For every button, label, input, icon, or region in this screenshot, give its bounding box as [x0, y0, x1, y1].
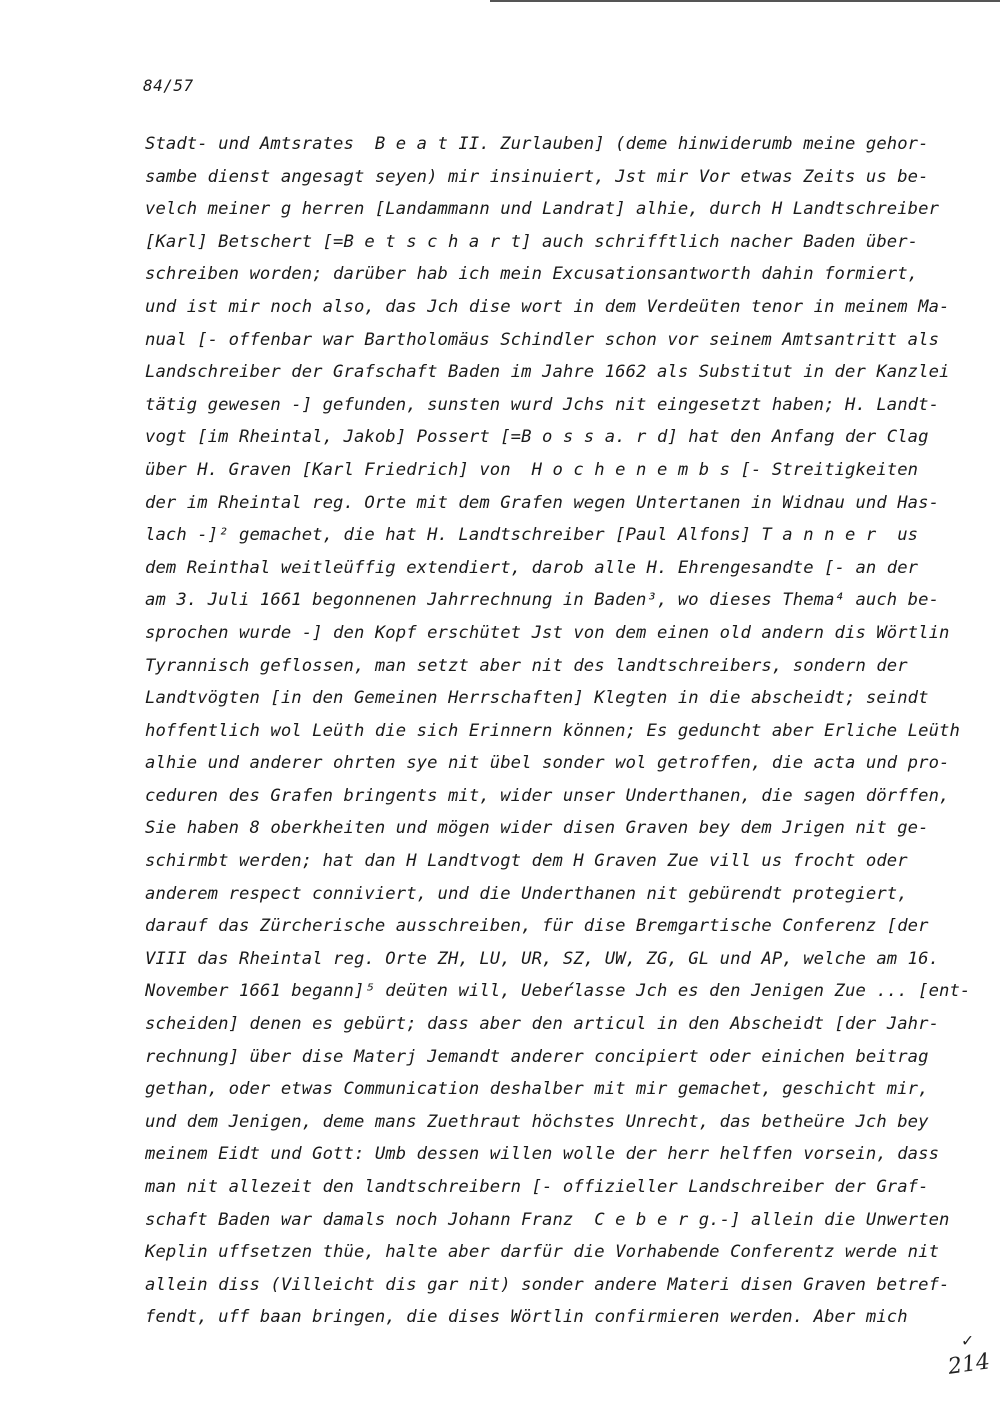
text-line: anderem respect conniviert, und die Underthanen nit gebürendt protegiert,: [145, 883, 908, 904]
text-line: vogt [im Rheintal, Jakob] Possert [=B o s s a. r d] hat den Anfang der Clag: [145, 427, 929, 448]
text-line: Keplin uffsetzen thüe, halte aber darfür die Vorhabende Conferentz werde nit: [145, 1242, 940, 1263]
text-line: velch meiner g herren [Landammann und Landrat] alhie, durch H Landtschreiber: [145, 199, 940, 220]
text-line: fendt, uff baan bringen, die dises Wörtlin confirmieren werden. Aber mich: [145, 1307, 908, 1328]
text-line: Stadt- und Amtsrates B e a t II. Zurlauben] (deme hinwiderumb meine gehor-: [145, 134, 929, 154]
text-line: gethan, oder etwas Communication deshalber mit mir gemachet, geschicht mir,: [145, 1079, 929, 1100]
text-line: und ist mir noch also, das Jch dise wort in dem Verdeüten tenor in meinem Ma-: [145, 296, 950, 317]
text-line: der im Rheintal reg. Orte mit dem Grafen wegen Untertanen in Widnau und Has-: [145, 492, 940, 513]
top-edge-rule: [490, 0, 1000, 2]
text-line: am 3. Juli 1661 begonnenen Jahrrechnung in Baden³, wo dieses Thema⁴ auch be-: [145, 590, 940, 611]
check-mark: ✓: [962, 1330, 973, 1351]
text-line: rechnung] über dise Materj Jemandt anderer concipiert oder einichen beitrag: [145, 1046, 929, 1067]
text-line: lach -]² gemachet, die hat H. Landtschreiber [Paul Alfons] T a n n e r us: [145, 525, 919, 546]
text-line: [Karl] Betschert [=B e t s c h a r t] auch schrifftlich nacher Baden über-: [145, 231, 919, 252]
text-line: Tyrannisch geflossen, man setzt aber nit des landtschreibers, sondern der: [145, 655, 908, 676]
text-line: scheiden] denen es gebürt; dass aber den articul in den Abscheidt [der Jahr-: [145, 1014, 940, 1035]
text-line: meinem Eidt und Gott: Umb dessen willen wolle der herr helffen vorsein, dass: [145, 1144, 940, 1165]
text-line: November 1661 begann]⁵ deüten will, Uebeŕlasse Jch es den Jenigen Zue ... [ent-: [145, 981, 971, 1002]
text-line: darauf das Zürcherische ausschreiben, für dise Bremgartische Conferenz [der: [145, 916, 929, 937]
text-line: tätig gewesen -] gefunden, sunsten wurd Jchs nit eingesetzt haben; H. Landt-: [145, 394, 940, 415]
text-line: man nit allezeit den landtschreibern [- offizieller Landschreiber der Graf-: [145, 1177, 929, 1197]
text-line: hoffentlich wol Leüth die sich Erinnern können; Es geduncht aber Erliche Leüth: [145, 720, 960, 741]
text-line: über H. Graven [Karl Friedrich] von H o c h e n e m b s [- Streitigkeiten: [145, 459, 919, 480]
text-line: ceduren des Grafen bringents mit, wider unser Underthanen, die sagen dörffen,: [145, 785, 950, 806]
text-line: sprochen wurde -] den Kopf erschütet Jst von dem einen old andern dis Wörtlin: [145, 622, 950, 643]
text-line: Landtvögten [in den Gemeinen Herrschaften] Klegten in die abscheidt; seindt: [145, 688, 929, 709]
folio-number: 214: [946, 1349, 992, 1380]
text-line: sambe dienst angesagt seyen) mir insinuiert, Jst mir Vor etwas Zeits us be-: [145, 166, 929, 187]
transcription-body: [145, 128, 971, 1334]
text-line: schaft Baden war damals noch Johann Franz C e b e r g.-] allein die Unwerten: [145, 1209, 950, 1230]
text-line: Sie haben 8 oberkheiten und mögen wider disen Graven bey dem Jrigen nit ge-: [145, 818, 929, 839]
text-line: VIII das Rheintal reg. Orte ZH, LU, UR, SZ, UW, ZG, GL und AP, welche am 16.: [145, 948, 940, 969]
text-line: schreiben worden; darüber hab ich mein Excusationsantworth dahin formiert,: [145, 264, 919, 285]
text-line: alhie und anderer ohrten sye nit übel sonder wol getroffen, die acta und pro-: [145, 753, 950, 774]
page-reference: 84/57: [143, 76, 194, 95]
text-line: nual [- offenbar war Bartholomäus Schindler schon vor seinem Amtsantritt als: [145, 329, 940, 350]
text-line: und dem Jenigen, deme mans Zuethraut höchstes Unrecht, das betheüre Jch bey: [145, 1111, 929, 1132]
text-line: schirmbt werden; hat dan H Landtvogt dem H Graven Zue vill us frocht oder: [145, 851, 908, 872]
text-line: allein diss (Villeicht dis gar nit) sonder andere Materi disen Graven betref-: [145, 1274, 950, 1295]
text-line: Landschreiber der Grafschaft Baden im Jahre 1662 als Substitut in der Kanzlei: [145, 362, 950, 383]
text-line: dem Reinthal weitleüffig extendiert, darob alle H. Ehrengesandte [- an der: [145, 557, 919, 578]
